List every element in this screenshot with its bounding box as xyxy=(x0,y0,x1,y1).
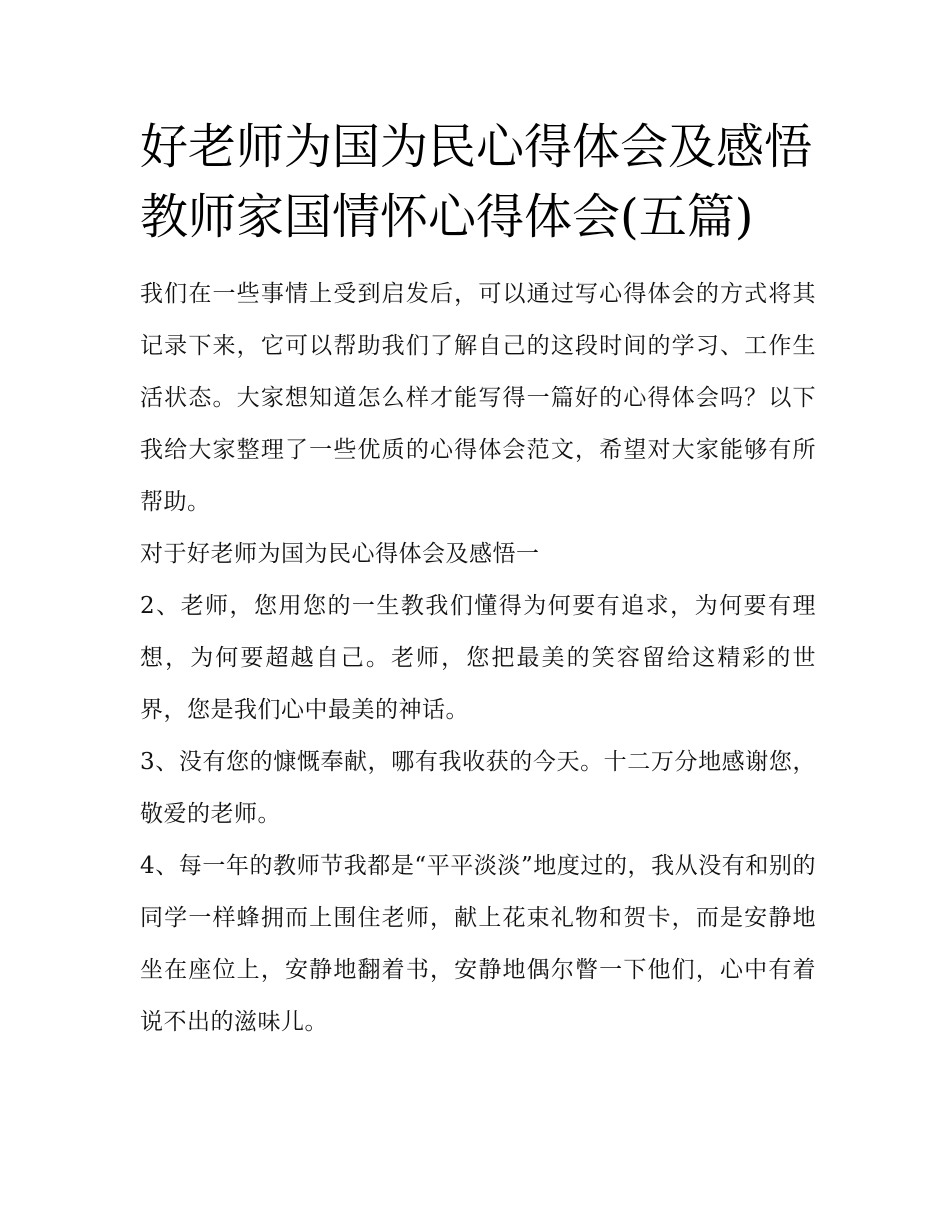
document-body xyxy=(140,112,816,1048)
document-title: 好老师为国为民心得体会及感悟 教师家国情怀心得体会(五篇) xyxy=(140,119,813,245)
list-item-2: 2、老师，您用您的一生教我们懂得为何要有追求，为何要有理想，为何要超越自己。老师，您把最美的笑容留给这精彩的世界，您是我们心中最美的神话。 xyxy=(140,593,816,723)
list-item-3: 3、没有您的慷慨奉献，哪有我收获的今天。十二万分地感谢您，敬爱的老师。 xyxy=(140,749,816,827)
intro-paragraph: 我们在一些事情上受到启发后，可以通过写心得体会的方式将其记录下来，它可以帮助我们了解自己的这段时间的学习、工作生活状态。大家想知道怎么样才能写得一篇好的心得体会吗？以下我给大家整理了一些优质的心得体会范文，希望对大家能够有所帮助。 xyxy=(140,281,816,515)
list-item-4: 4、每一年的教师节我都是“平平淡淡”地度过的，我从没有和别的同学一样蜂拥而上围住老师，献上花束礼物和贺卡，而是安静地坐在座位上，安静地翻着书，安静地偶尔瞥一下他们，心中有着说不出的滋味儿。 xyxy=(140,853,816,1035)
section-heading: 对于好老师为国为民心得体会及感悟一 xyxy=(140,541,540,567)
